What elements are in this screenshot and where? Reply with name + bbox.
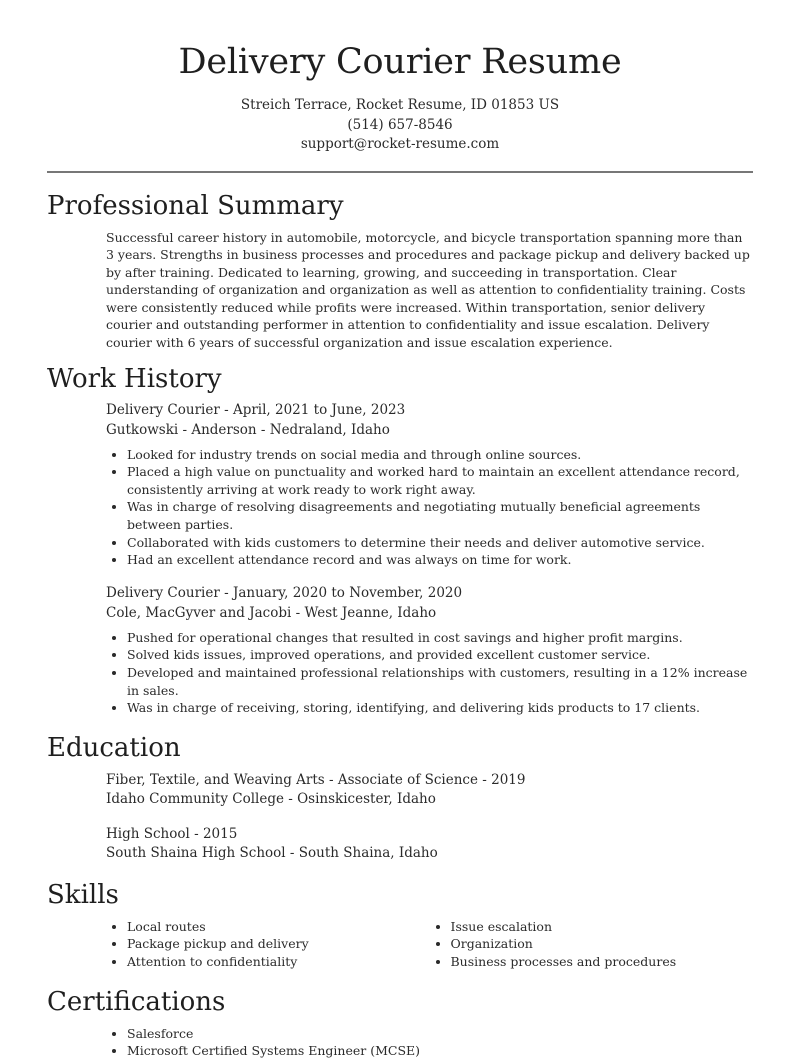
section-professional-summary [0,189,800,352]
section-heading: Professional Summary [47,190,344,221]
list-item: • Placed a high value on punctuality and worked hard to maintain an excellent attendance record, consistently arriving at work ready to work right away. [127,463,753,498]
list-item: • Salesforce [127,1025,753,1043]
section-education [0,731,800,864]
contact-address: Streich Terrace, Rocket Resume, ID 01853 US [240,97,560,113]
list-item: • Collaborated with kids customers to determine their needs and deliver automotive service. [127,534,753,552]
section-heading: Work History [47,363,222,394]
list-item: • Pushed for operational changes that resulted in cost savings and higher profit margins. [127,629,753,647]
education-degree-line: Fiber, Textile, and Weaving Arts - Associate of Science - 2019 [106,771,526,788]
section-heading: Skills [47,879,119,910]
resume-header [0,0,800,155]
contact-email: support@rocket-resume.com [300,136,500,152]
job-title-line: Delivery Courier - April, 2021 to June, 2023 [106,401,406,418]
section-skills [0,878,800,971]
list-item: • Looked for industry trends on social media and through online sources. [127,446,753,464]
education-school-line: Idaho Community College - Osinskicester, Idaho [106,791,436,808]
section-heading: Certifications [47,986,226,1017]
certifications-list [106,1025,753,1060]
job-title-line: Delivery Courier - January, 2020 to November, 2020 [106,584,463,601]
job-employer-line: Cole, MacGyver and Jacobi - West Jeanne, Idaho [106,604,437,621]
list-item: • Had an excellent attendance record and was always on time for work. [127,551,753,569]
list-item: • Local routes [127,918,430,936]
education-entry [106,771,800,810]
skills-column-right [430,918,754,971]
list-item: • Attention to confidentiality [127,953,430,971]
list-item: • Developed and maintained professional relationships with customers, resulting in a 12% increase in sales. [127,664,753,699]
section-certifications [0,985,800,1060]
skills-column-left [106,918,430,971]
list-item: • Organization [451,935,754,953]
contact-phone: (514) 657-8546 [347,116,453,133]
list-item: • Solved kids issues, improved operations, and provided excellent customer service. [127,646,753,664]
education-degree-line: High School - 2015 [106,825,238,842]
job-entry [0,583,800,717]
education-entry [106,825,800,864]
summary-text: Successful career history in automobile, motorcycle, and bicycle transportation spanning more than 3 years. Strengths in business processes and procedures and package pickup and delivery backed up by after training. Dedicated to learning, growing, and succeeding in transportation. Clear understanding of organization and organization as well as attention to confidentiality training. Costs were consistently reduced while profits were increased. Within transportation, senior delivery courier and outstanding performer in attention to confidentiality and issue escalation. Delivery courier with 6 years of successful organization and issue escalation experience. [106,229,750,351]
resume-title: Delivery Courier Resume [178,42,622,82]
list-item: • Issue escalation [451,918,754,936]
section-heading: Education [47,732,181,763]
list-item: • Microsoft Certified Systems Engineer (MCSE) [127,1042,753,1060]
job-bullets [106,446,753,569]
job-bullets [106,629,753,717]
list-item: • Was in charge of resolving disagreements and negotiating mutually beneficial agreements between parties. [127,498,753,533]
list-item: • Package pickup and delivery [127,935,430,953]
header-divider [47,171,753,173]
section-work-history [0,362,800,717]
education-school-line: South Shaina High School - South Shaina, Idaho [106,845,438,862]
job-employer-line: Gutkowski - Anderson - Nedraland, Idaho [106,421,390,438]
job-entry [0,400,800,569]
contact-block [0,96,800,155]
skills-grid [106,918,753,971]
list-item: • Was in charge of receiving, storing, identifying, and delivering kids products to 17 clients. [127,699,753,717]
list-item: • Business processes and procedures [451,953,754,971]
